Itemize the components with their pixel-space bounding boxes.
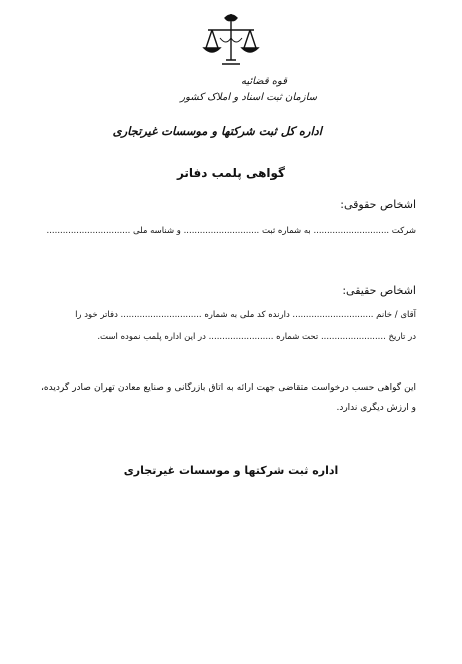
natural-persons-line-2: در تاریخ ........................ تحت شماره ........................ در این اداره پلمب نموده است. [97, 332, 416, 342]
legal-persons-heading: اشخاص حقوقی: [340, 198, 416, 211]
judiciary-scales-emblem-icon [196, 8, 266, 78]
document-title: گواهی پلمب دفاتر [176, 166, 286, 180]
natural-persons-line-1: آقای / خانم .............................. دارنده کد ملی به شماره .............................. دفاتر خود را [75, 310, 416, 320]
header-companies-office: اداره کل ثبت شرکتها و موسسات غیرتجاری [112, 124, 322, 138]
natural-persons-heading: اشخاص حقیقی: [342, 284, 416, 297]
legal-persons-line: شرکت ............................ به شماره ثبت ............................ و شناسه ملی ............................... [46, 226, 416, 236]
header-registration-org: سازمان ثبت اسناد و املاک کشور [180, 92, 317, 103]
certificate-text: این گواهی حسب درخواست متقاضی جهت ارائه به اتاق بازرگانی و صنایع معادن تهران صادر گردیده، و ارزش دیگری ندارد. [41, 383, 416, 413]
issuing-office: اداره ثبت شرکتها و موسسات غیرتجاری [123, 464, 339, 477]
header-judiciary: قوه قضائیه [240, 76, 287, 87]
